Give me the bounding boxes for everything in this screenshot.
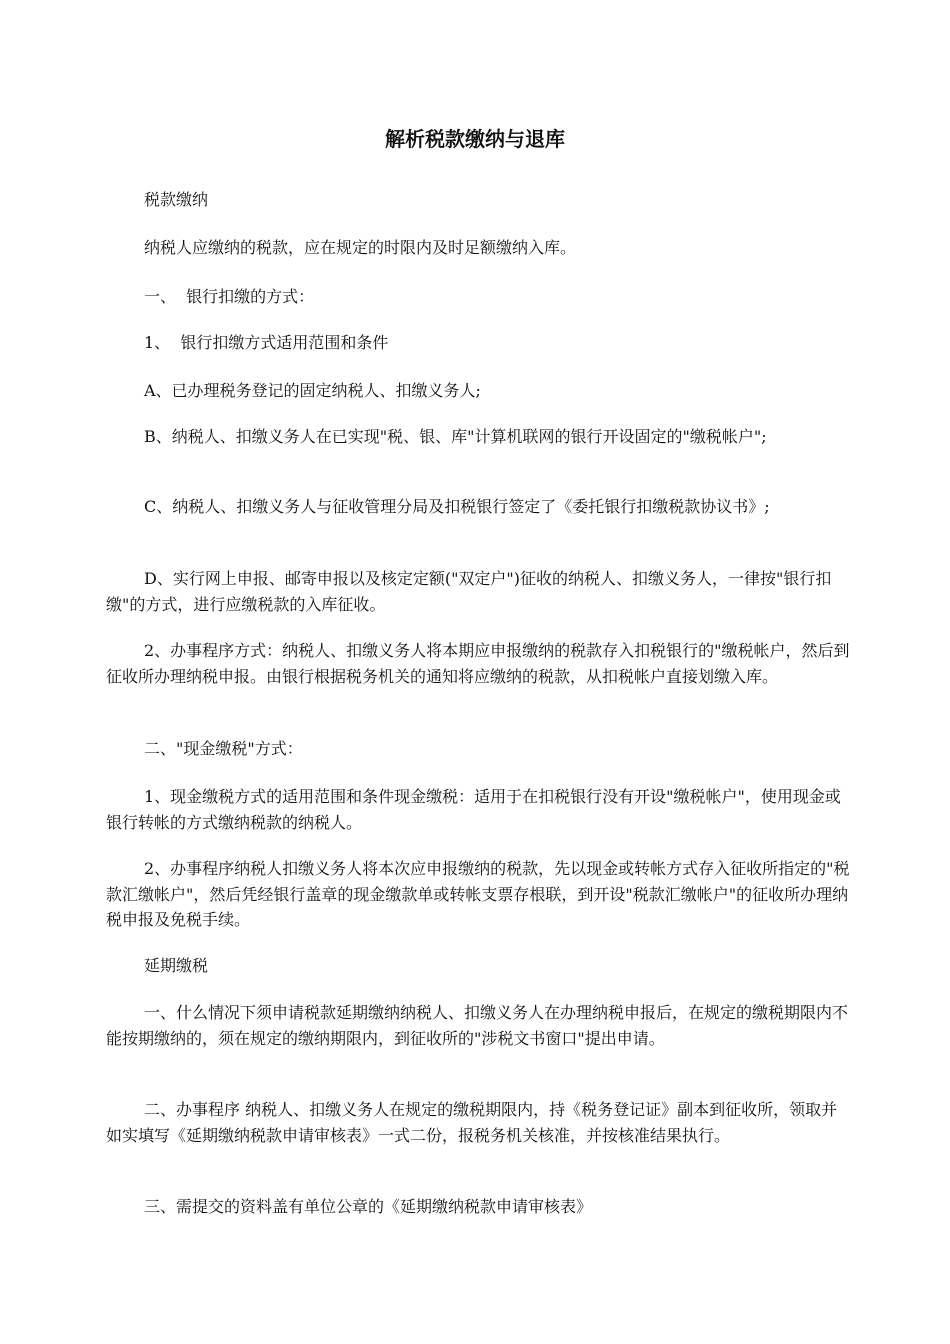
paragraph-deferral-when: 一、什么情况下须申请税款延期缴纳纳税人、扣缴义务人在办理纳税申报后，在规定的缴税期限内不能按期缴纳的，须在规定的缴纳期限内，到征收所的"涉税文书窗口"提出申请。 bbox=[106, 1003, 849, 1048]
document-title: 解析税款缴纳与退库 bbox=[385, 127, 565, 151]
paragraph-cash-procedure: 2、办事程序纳税人扣缴义务人将本次应申报缴纳的税款，先以现金或转帐方式存入征收所指定的"税款汇缴帐户"，然后凭经银行盖章的现金缴款单或转帐支票存根联，到开设"税款汇缴帐户"的征收所办理纳税申报及免税手续。 bbox=[106, 859, 850, 929]
paragraph-section-heading-payment: 税款缴纳 bbox=[144, 190, 209, 209]
paragraph-section-heading-deferral: 延期缴税 bbox=[144, 956, 209, 975]
paragraph-scope-heading: 1、 银行扣缴方式适用范围和条件 bbox=[144, 333, 389, 352]
paragraph-cash-heading: 二、"现金缴税"方式： bbox=[144, 739, 303, 758]
paragraph-condition-a: A、已办理税务登记的固定纳税人、扣缴义务人; bbox=[144, 381, 481, 400]
paragraph-condition-d: D、实行网上申报、邮寄申报以及核定定额("双定户")征收的纳税人、扣缴义务人，一律按"银行扣缴"的方式，进行应缴税款的入库征收。 bbox=[106, 569, 832, 614]
paragraph-deferral-procedure: 二、办事程序 纳税人、扣缴义务人在规定的缴税期限内，持《税务登记证》副本到征收所，领取并如实填写《延期缴纳税款申请审核表》一式二份，报税务机关核准，并按核准结果执行。 bbox=[106, 1100, 838, 1145]
paragraph-condition-c: C、纳税人、扣缴义务人与征收管理分局及扣税银行签定了《委托银行扣缴税款协议书》; bbox=[144, 497, 770, 516]
paragraph-cash-scope: 1、现金缴税方式的适用范围和条件现金缴税：适用于在扣税银行没有开设"缴税帐户"，使用现金或银行转帐的方式缴纳税款的纳税人。 bbox=[106, 787, 841, 832]
paragraph-bank-procedure: 2、办事程序方式：纳税人、扣缴义务人将本期应申报缴纳的税款存入扣税银行的"缴税帐户，然后到征收所办理纳税申报。由银行根据税务机关的通知将应缴纳的税款，从扣税帐户直接划缴入库。 bbox=[106, 641, 850, 686]
paragraph-bank-deduction-heading: 一、 银行扣缴的方式： bbox=[144, 287, 315, 306]
paragraph-intro: 纳税人应缴纳的税款，应在规定的时限内及时足额缴纳入库。 bbox=[144, 238, 577, 257]
paragraph-deferral-materials: 三、需提交的资料盖有单位公章的《延期缴纳税款申请审核表》 bbox=[144, 1197, 593, 1216]
paragraph-condition-b: B、纳税人、扣缴义务人在已实现"税、银、库"计算机联网的银行开设固定的"缴税帐户"; bbox=[144, 427, 767, 446]
